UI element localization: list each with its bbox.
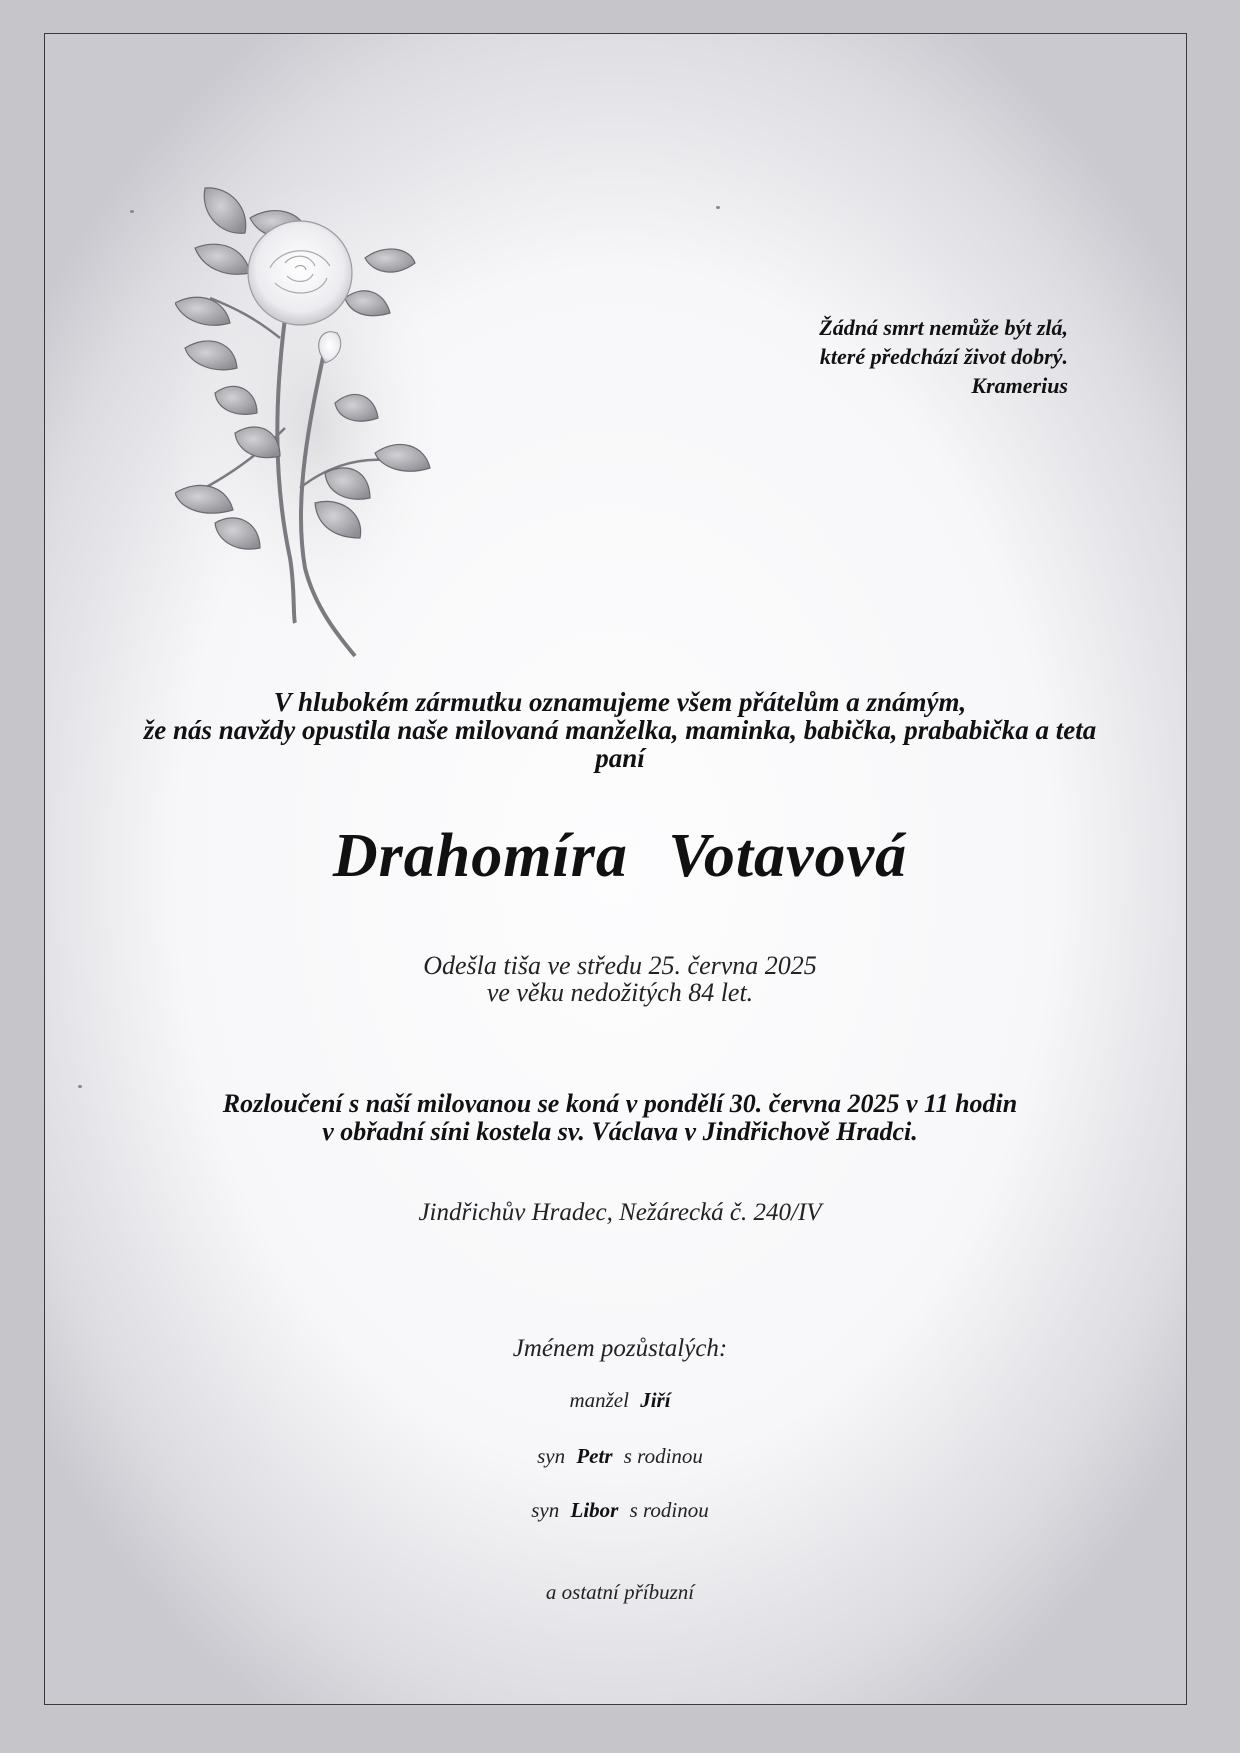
mourner-row [60,1443,1180,1469]
mourner-name: Jiří [640,1388,671,1412]
announcement-intro [60,688,1180,772]
mourner-relation: manžel [569,1388,629,1412]
mourner-name: Libor [570,1498,619,1522]
paper-speck [130,210,134,213]
paper-speck [716,206,720,209]
death-line: ve věku nedožitých 84 let. [486,978,754,1007]
mourner-row [60,1387,1180,1413]
intro-line: paní [595,743,645,773]
mourners-closing: a ostatní příbuzní [545,1580,695,1604]
address: Jindřichův Hradec, Nežárecká č. 240/IV [418,1199,822,1226]
mourner-suffix: s rodinou [629,1498,709,1522]
mourners-heading: Jménem pozůstalých: [512,1335,728,1362]
rose-illustration [175,178,455,668]
mourner-row [60,1497,1180,1523]
intro-line: že nás navždy opustila naše milovaná manželka, maminka, babička, prababička a teta [143,715,1097,745]
mourner-relation: syn [531,1498,560,1522]
intro-line: V hlubokém zármutku oznamujeme všem přátelům a známým, [273,687,967,717]
deceased-name: Drahomíra Votavová [332,822,908,890]
mourners-block [60,1333,1180,1604]
quote-line: Žádná smrt nemůže být zlá, [819,315,1068,340]
death-info [60,952,1180,1006]
farewell-info [60,1090,1180,1146]
death-line: Odešla tiša ve středu 25. června 2025 [423,951,817,980]
quote-block [700,313,1068,400]
mourner-name: Petr [576,1444,613,1468]
quote-author: Kramerius [971,373,1068,398]
mourner-suffix: s rodinou [623,1444,703,1468]
mourner-relation: syn [537,1444,566,1468]
paper-speck [78,1085,82,1088]
quote-line: které předchází život dobrý. [819,344,1068,369]
farewell-line: v obřadní síni kostela sv. Václava v Jindřichově Hradci. [322,1117,918,1146]
farewell-line: Rozloučení s naší milovanou se koná v pondělí 30. června 2025 v 11 hodin [222,1089,1018,1118]
